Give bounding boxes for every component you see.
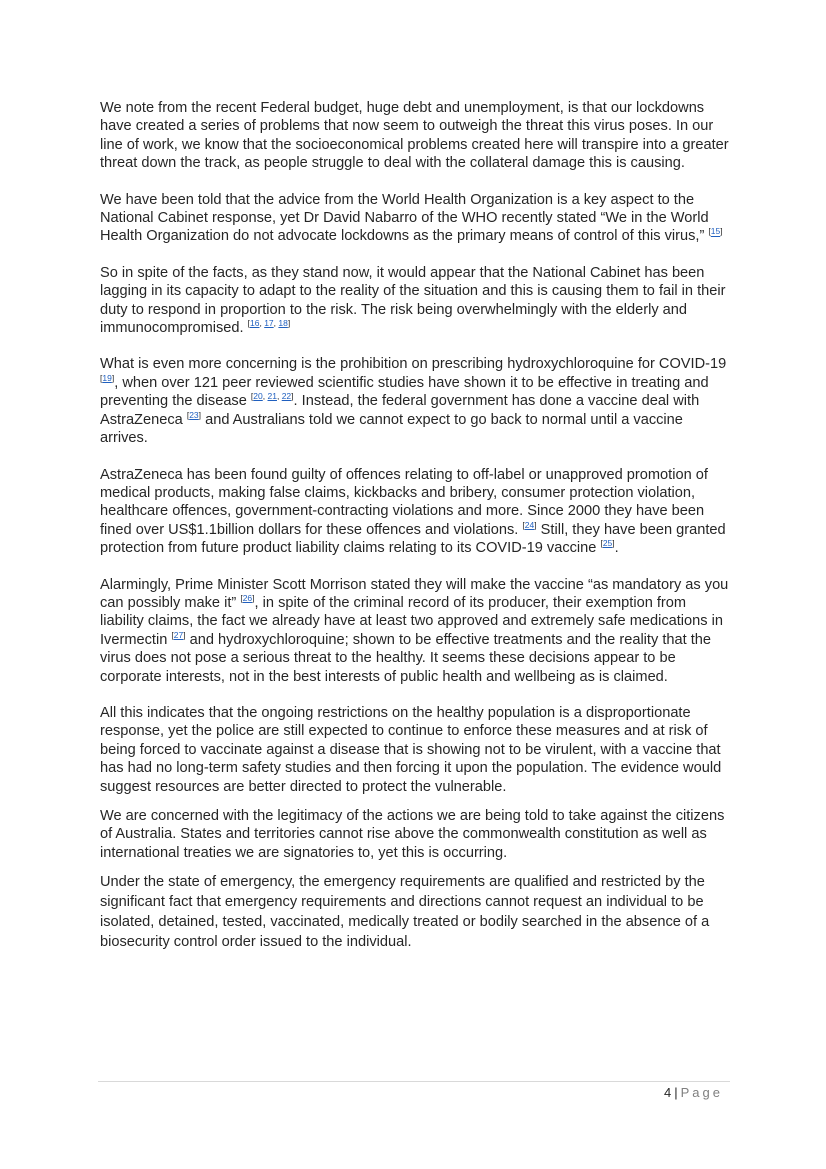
footnote-link-16[interactable]: 16 (250, 318, 260, 329)
paragraph-astrazeneca: AstraZeneca has been found guilty of offences relating to off-label or unapproved promotion of medical products, making false claims, kickbacks and bribery, consumer protection violation, healthcare offences, government-contracting violations and more. Since 2000 they have been fined over US$1.1billion dollars for these offences and violations. [24] Still, they have been granted protection from future product liability claims relating to its COVID-19 vaccine [25]. (100, 466, 726, 557)
paragraph-national-cabinet: So in spite of the facts, as they stand now, it would appear that the National Cabinet has been lagging in its capacity to adapt to the reality of the situation and this is causing them to fail in their duty to respond in proportion to the risk. The risk being overwhelmingly with the elderly and immunocompromised. $^{[16,}$ $^{17,}$ $^{18]}$ (100, 264, 726, 337)
footnote-link-17[interactable]: 17 (264, 318, 274, 329)
footnote-link-15[interactable]: 15 (710, 226, 721, 237)
paragraph-restrictions: All this indicates that the ongoing restrictions on the healthy population is a disproportionate response, yet the police are still expected to continue to enforce these measures and at risk of being forced to vaccinate against a disease that is showing not to be virulent, with a vaccine that has had no long-term safety studies and then forcing it upon the population. The evidence would suggest resources are better directed to protect the vulnerable. (100, 704, 722, 795)
footnote-link-23[interactable]: 23 (189, 409, 199, 420)
footnote-link-21[interactable]: 21 (267, 391, 277, 402)
footnote-link-24[interactable]: 24 (524, 519, 535, 530)
paragraph-legitimacy: We are concerned with the legitimacy of the actions we are being told to take against the citizens of Australia. States and territories cannot rise above the commonwealth constitution as well as international treaties we are signatories to, yet this is occurring. (100, 808, 725, 861)
footnote-link-20[interactable]: 20 (253, 391, 263, 402)
footer-divider (98, 1081, 730, 1082)
paragraph-budget: We note from the recent Federal budget, huge debt and unemployment, is that our lockdowns have created a series of problems that now seem to outweigh the threat this virus poses. In our line of work, we know that the socioeconomical problems created here will transpire into a greater threat down the track, as people struggle to deal with the collateral damage this is causing. (100, 100, 729, 172)
page-label: Page (680, 1085, 723, 1100)
footnote-link-22[interactable]: 22 (281, 391, 292, 402)
footnote-link-18[interactable]: 18 (278, 318, 288, 329)
page-footer (664, 1085, 723, 1100)
paragraph-state-of-emergency: Under the state of emergency, the emergency requirements are qualified and restricted by the significant fact that emergency requirements and directions cannot request an individual to be isolated, detained, tested, vaccinated, medically treated or bodily searched in the absence of a biosecurity control order issued to the individual. (100, 874, 710, 950)
document-body (100, 99, 730, 952)
paragraph-hydroxychloroquine: What is even more concerning is the prohibition on prescribing hydroxychloroquine for COVID-19 [19], when over 121 peer reviewed scientific studies have shown it to be effective in treating and preventing the disease $^{[20,}$ $^{21,}$ $^{22]}$. Instead, the federal government has done a vaccine deal with AstraZeneca [23] and Australians told we cannot expect to go back to normal until a vaccine arrives. (100, 356, 727, 447)
paragraph-morrison: Alarmingly, Prime Minister Scott Morrison stated they will make the vaccine “as mandatory as you can possibly make it” [26], in spite of the criminal record of its producer, their exemption from liability claims, the fact we already have at least two approved and extremely safe medications in Ivermectin [27] and hydroxychloroquine; shown to be effective treatments and the reality that the virus does not pose a serious threat to the healthy. It seems these decisions appear to be corporate interests, not in the best interests of public health and wellbeing as is claimed. (100, 576, 729, 685)
paragraph-text: So in spite of the facts, as they stand now, it would appear that the National Cabinet has been lagging in its capacity to adapt to the reality of the situation and this is causing them to fail in their duty to respond in proportion to the risk. The risk being overwhelmingly with the elderly and immunocompromised. (100, 264, 726, 337)
paragraph-text: We have been told that the advice from the World Health Organization is a key aspect to the National Cabinet response, yet Dr David Nabarro of the WHO recently stated “We in the World Health Organization do not advocate lockdowns as the primary means of control of this virus,” (100, 191, 709, 245)
footnote-link-26[interactable]: 26 (242, 593, 253, 604)
page-number: 4 (664, 1085, 672, 1100)
footnote-link-25[interactable]: 25 (602, 538, 613, 549)
footnote-link-19[interactable]: 19 (102, 373, 112, 384)
paragraph-who: We have been told that the advice from the World Health Organization is a key aspect to the National Cabinet response, yet Dr David Nabarro of the WHO recently stated “We in the World Health Organization do not advocate lockdowns as the primary means of control of this virus,” [15] (100, 191, 723, 245)
footer-separator: | (674, 1085, 678, 1100)
footnote-link-27[interactable]: 27 (173, 629, 184, 640)
